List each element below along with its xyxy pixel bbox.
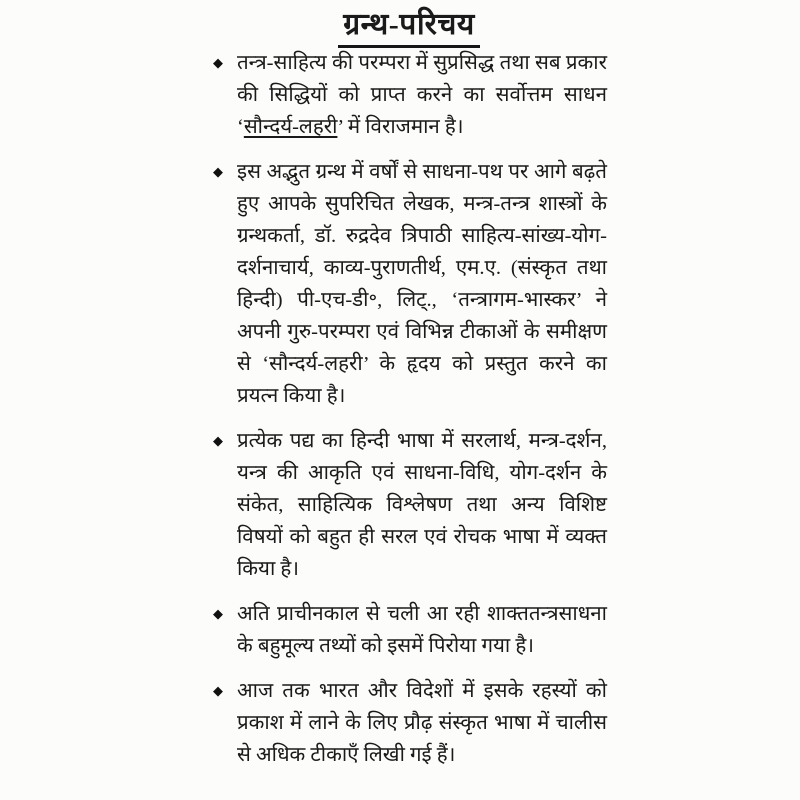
text-segment: ’ में विराजमान है। — [337, 116, 464, 138]
paragraph-text — [237, 52, 607, 138]
paragraph-text — [237, 430, 607, 580]
page-title — [210, 2, 608, 48]
text-segment: प्रत्येक पद्य का हिन्दी भाषा में सरलार्थ, मन्त्र-दर्शन, यन्त्र की आकृति एवं साधना-विधि, योग-दर्शन के संकेत, साहित्यिक विश्लेषण तथा अन्य विशिष्ट विषयों को बहुत ही सरल एवं रोचक भाषा में व्यक्त किया है। — [237, 430, 607, 580]
diamond-bullet-icon: ◆ — [213, 165, 223, 180]
diamond-bullet-icon: ◆ — [213, 684, 223, 699]
text-segment: अति प्राचीनकाल से चली आ रही शाक्ततन्त्रसाधना के बहुमूल्य तथ्यों को इसमें पिरोया गया है। — [237, 603, 607, 657]
diamond-bullet-icon: ◆ — [213, 434, 223, 449]
text-segment: इस अद्भुत ग्रन्थ में वर्षों से साधना-पथ पर आगे बढ़ते हुए आपके सुपरिचित लेखक, मन्त्र-तन्त्र शास्त्रों के ग्रन्थकर्ता, डॉ. रुद्रदेव त्रिपाठी साहित्य-सांख्य-योग-दर्शनाचार्य, काव्य-पुराणतीर्थ, एम.ए. (संस्कृत तथा हिन्दी) पी-एच-डी॰, लिट्., ‘तन्त्रागम-भास्कर’ ने अपनी गुरु-परम्परा एवं विभिन्न टीकाओं के समीक्षण से ‘सौन्दर्य-लहरी’ के हृदय को प्रस्तुत करने का प्रयत्न किया है। — [237, 161, 607, 407]
list-item — [213, 598, 607, 662]
list-item — [213, 675, 607, 771]
diamond-bullet-icon: ◆ — [213, 56, 223, 71]
list-item — [213, 156, 607, 412]
list-item — [213, 425, 607, 585]
bullet-list — [213, 47, 607, 784]
page-title-text: ग्रन्थ-परिचय — [338, 2, 480, 48]
diamond-bullet-icon: ◆ — [213, 607, 223, 622]
list-item — [213, 47, 607, 143]
underlined-phrase: सौन्दर्य-लहरी — [243, 116, 338, 138]
text-segment: तन्त्र-साहित्य की परम्परा में सुप्रसिद्ध तथा सब प्रकार की सिद्धियों को प्राप्त करने का सर्वोत्तम साधन ‘ — [237, 52, 607, 138]
text-segment: आज तक भारत और विदेशों में इसके रहस्यों को प्रकाश में लाने के लिए प्रौढ़ संस्कृत भाषा में चालीस से अधिक टीकाएँ लिखी गई हैं। — [237, 680, 607, 766]
paragraph-text — [237, 161, 607, 407]
paragraph-text — [237, 680, 607, 766]
paragraph-text — [237, 603, 607, 657]
